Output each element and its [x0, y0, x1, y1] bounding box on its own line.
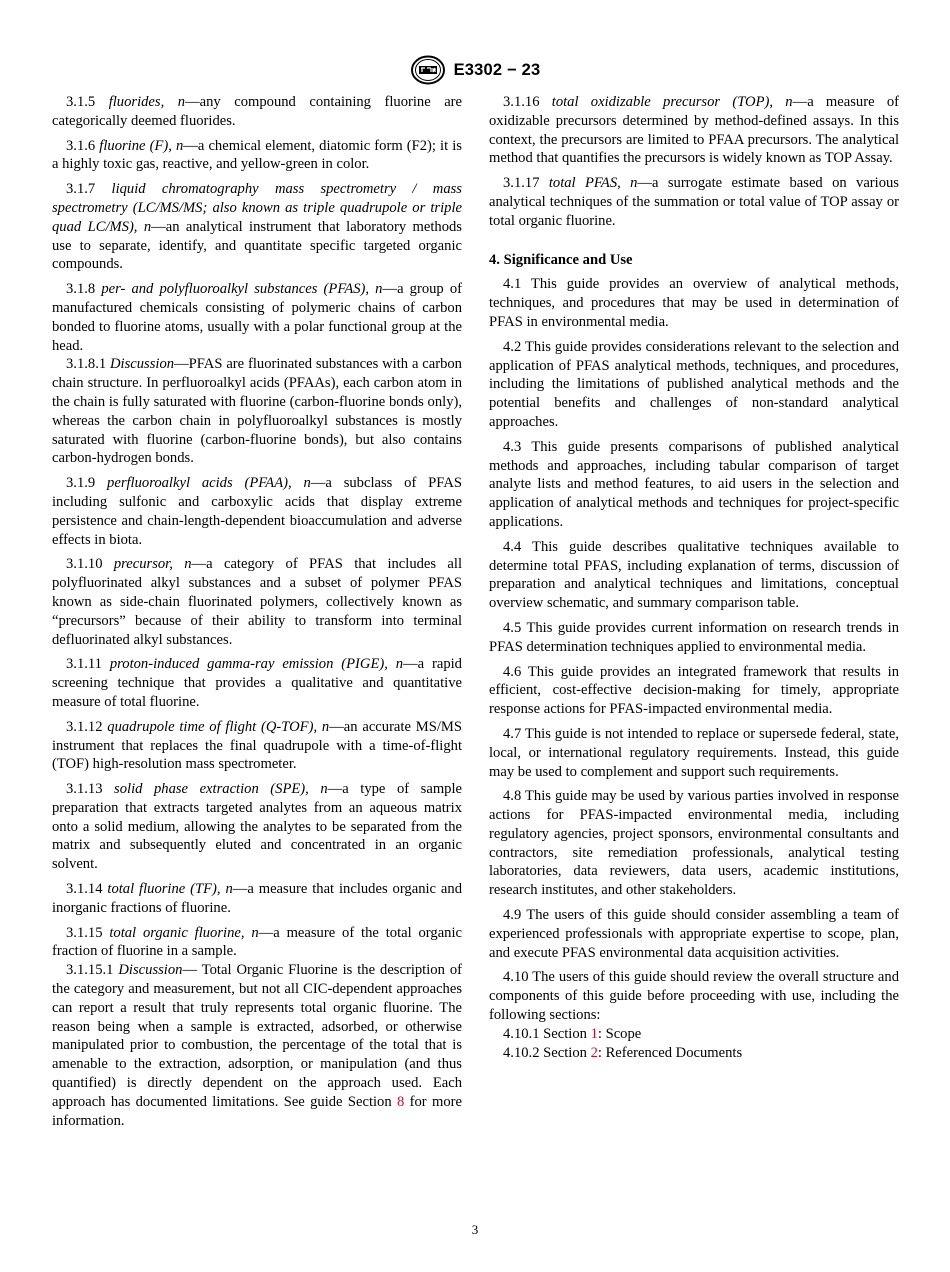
definition-3-1-12: 3.1.12 quadrupole time of flight (Q-TOF), n—an accurate MS/MS instrument that replaces the final quadrupole with a time-of-flight (TOF) high-resolution mass spectrometer.: [52, 718, 462, 773]
paragraph-4-2: 4.2 This guide provides considerations relevant to the selection and application of PFAS analytical methods, techniques, and procedures, including the limitations of published analytical methods and the potential benefits and challenges of non-standard analytical approaches.: [489, 338, 899, 430]
standard-designation: E3302 − 23: [453, 60, 541, 79]
definition-3-1-9: 3.1.9 perfluoroalkyl acids (PFAA), n—a subclass of PFAS including sulfonic and carboxylic acids that display extreme persistence and chain-length-dependent bioaccumulation and adverse effects in biota.: [52, 475, 462, 548]
paragraph-4-6: 4.6 This guide provides an integrated framework that results in efficient, cost-effective decision-making for timely, appropriate response actions for PFAS-impacted environmental media.: [489, 663, 899, 718]
definition-3-1-7: 3.1.7 liquid chromatography mass spectrometry / mass spectrometry (LC/MS/MS; also known as triple quadrupole or triple quad LC/MS), n—an analytical instrument that laboratory methods use to separate, identify, and quantitate specific targeted organic compounds.: [52, 181, 462, 273]
definition-3-1-16: 3.1.16 total oxidizable precursor (TOP), n—a measure of oxidizable precursors determined by method-defined assays. In this context, the precursors are limited to PFAA precursors. The analytical method that quantifies the precursors is widely known as TOP Assay.: [489, 94, 899, 167]
paragraph-4-4: 4.4 This guide describes qualitative techniques available to determine total PFAS, including explanation of terms, discussion of preparation and analytical techniques and limitations, conceptual overview schematic, and summary comparison table.: [489, 538, 899, 612]
definition-3-1-13: 3.1.13 solid phase extraction (SPE), n—a type of sample preparation that extracts targeted analytes from an aqueous matrix onto a solid medium, allowing the analytes to be separated from the matrix and subsequently eluted and concentrated in an organic solvent.: [52, 781, 463, 873]
definition-3-1-14: 3.1.14 total fluorine (TF), n—a measure that includes organic and inorganic fractions of fluorine.: [52, 881, 462, 916]
paragraph-4-5: 4.5 This guide provides current information on research trends in PFAS determination techniques applied to environmental media.: [489, 619, 899, 655]
paragraph-4-10-2: 4.10.2 Section 2: Referenced Documents: [503, 1044, 743, 1061]
definition-3-1-15: 3.1.15 total organic fluorine, n—a measure of the total organic fraction of fluorine in a sample.: [52, 924, 462, 960]
paragraph-4-10: 4.10 The users of this guide should review the overall structure and components of this guide before proceeding with use, including the following sections:: [489, 969, 899, 1024]
paragraph-4-1: 4.1 This guide provides an overview of analytical methods, techniques, and procedures that may be used in determination of PFAS in environmental media.: [489, 276, 899, 330]
right-column: [489, 93, 899, 1062]
discussion-3-1-8-1: 3.1.8.1 Discussion—PFAS are fluorinated substances with a carbon chain structure. In perfluoroalkyl acids (PFAAs), each carbon atom in the chain is fully saturated with fluorine (carbon-fluorine bonds only), whereas the carbon chain in polyfluoroalkyl substances is mostly saturated with fluorine (carbon-fluorine bonds), but also contains carbon-hydrogen bonds.: [52, 356, 462, 467]
definition-3-1-10: 3.1.10 precursor, n—a category of PFAS that includes all polyfluorinated alkyl substances and a subset of polymer PFAS known as side-chain fluorinated polymers, collectively known as “precursors” because of their ability to transform into terminal defluorinated alkyl substances.: [52, 556, 463, 648]
section-8-link[interactable]: 8: [397, 1093, 405, 1110]
definition-3-1-17: 3.1.17 total PFAS, n—a surrogate estimate based on various analytical techniques of the summation or total value of TOP assay or total organic fluorine.: [489, 175, 899, 229]
paragraph-4-9: 4.9 The users of this guide should consider assembling a team of experienced professionals with appropriate expertise to scope, plan, and execute PFAS environmental data acquisition activities.: [489, 907, 899, 961]
paragraph-4-8: 4.8 This guide may be used by various parties involved in response actions for PFAS-impacted environmental media, including regulatory agencies, project sponsors, environmental consultants and contractors, site remediation professionals, analytical testing laboratories, data reviewers, data users, academic institutions, research institutes, and other stakeholders.: [489, 788, 899, 899]
definition-3-1-6: 3.1.6 fluorine (F), n—a chemical element, diatomic form (F2); it is a highly toxic gas, reactive, and yellow-green in color.: [52, 137, 462, 173]
definition-3-1-5: 3.1.5 fluorides, n—any compound containing fluorine are categorically deemed fluorides.: [52, 94, 463, 129]
paragraph-4-3: 4.3 This guide presents comparisons of published analytical methods and approaches, including tabular comparison of target analyte lists and method features, to aid users in the selection and application of analytical methods and techniques for project-specific applications.: [489, 438, 899, 530]
definition-3-1-11: 3.1.11 proton-induced gamma-ray emission (PIGE), n—a rapid screening technique that provides a qualitative and quantitative measure of total fluorine.: [52, 656, 462, 710]
section-1-link[interactable]: 1: [590, 1025, 598, 1042]
left-column: [52, 93, 462, 1136]
section-2-link[interactable]: 2: [590, 1044, 598, 1061]
astm-logo-icon: [410, 55, 446, 85]
page-header: [0, 55, 950, 85]
paragraph-4-10-1: 4.10.1 Section 1: Scope: [503, 1025, 642, 1042]
section-heading: 4. Significance and Use: [489, 251, 633, 268]
discussion-3-1-15-1: 3.1.15.1 Discussion— Total Organic Fluorine is the description of the category and measurement, but not all CIC-dependent approaches can report a result that truly represents total organic fluorine. The reason being when a sample is extracted, adsorbed, or otherwise manipulated prior to combustion, the percentage of the total that is amenable to the extraction, adsorption, or manipulation (and thus quantified) is directly dependent on the approach used. Each approach has documented limitations. See guide Section 8 for more information.: [52, 962, 462, 1129]
paragraph-4-7: 4.7 This guide is not intended to replace or supersede federal, state, local, or international regulatory requirements. Instead, this guide may be used to complement and support such requirements.: [489, 725, 899, 780]
page-number: 3: [471, 1222, 479, 1237]
definition-3-1-8: 3.1.8 per- and polyfluoroalkyl substances (PFAS), n—a group of manufactured chemicals consisting of polymeric chains of carbon bonded to fluorine atoms, usually with a polar functional group at the head.: [52, 281, 462, 354]
